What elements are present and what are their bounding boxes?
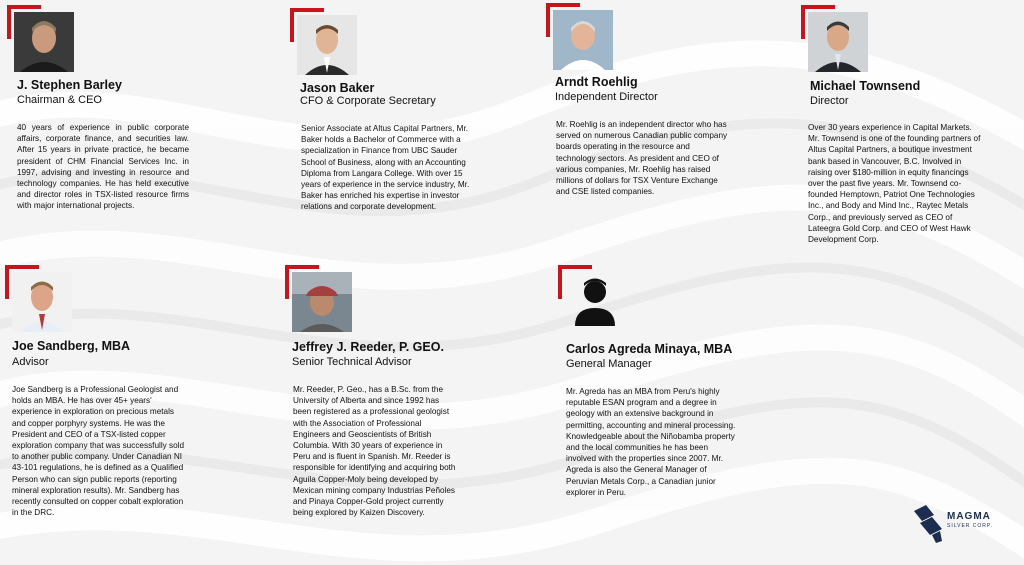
magma-logo-icon [912, 503, 944, 543]
member-bio: Over 30 years experience in Capital Markets. Mr. Townsend is one of the founding partners of Altus Capital Partners, a boutique investment bank based in Vancouver, B.C. Involved in raising over $180-million in equity financings over the past five years. Mr. Townsend co-founded Hemptown, Patriot One Technologies Inc., and Body and Mind Inc., Raytec Metals Corp., and previously served as CEO of Lateegra Gold Corp. and CEO of West Hawk Development Corp. [808, 123, 981, 245]
photo-frame [553, 10, 619, 74]
portrait-photo [292, 272, 352, 332]
member-name: Carlos Agreda Minaya, MBA [566, 342, 733, 356]
member-bio: 40 years of experience in public corporate affairs, corporate finance, and securities law. After 15 years in private practice, he became president of CHM Financial Services Inc. in 1997, advising and investing in resource and technology companies. He has held executive and director roles in TSX-listed resource firms with major international projects. [17, 123, 189, 211]
portrait-photo [553, 10, 613, 70]
photo-frame [297, 15, 363, 79]
portrait-photo [808, 12, 868, 72]
member-bio: Senior Associate at Altus Capital Partners, Mr. Baker holds a Bachelor of Commerce with a specialization in Finance from UBC Sauder School of Business, along with an Accounting Diploma from Langara College. With over 15 years of experience in the service industry, Mr. Baker has enriched his expertise in investor relations and corporate development. [301, 124, 470, 212]
member-bio: Mr. Reeder, P. Geo., has a B.Sc. from the University of Alberta and since 1992 has been registered as a professional geologist with the Association of Professional Engineers and Geoscientists of British Columbia. With 30 years of experience in Peru and is fluent in Spanish. Mr. Reeder is responsible for identifying and acquiring both Aguila Copper-Moly being developed by Mexican mining company Industrias Peñoles and Pinaya Copper-Gold project currently being explored by Kaizen Discovery. [293, 385, 456, 518]
photo-frame [14, 12, 80, 76]
logo-wordmark: MAGMA [947, 511, 991, 522]
member-role: General Manager [566, 358, 652, 370]
photo-frame [292, 272, 358, 336]
member-role: CFO & Corporate Secretary [300, 95, 436, 107]
portrait-photo [297, 15, 357, 75]
member-bio: Joe Sandberg is a Professional Geologist and holds an MBA. He has over 45+ years' experience in exploration on precious metals and copper porphyry systems. He was the President and CEO of a TSX-listed copper exploration company that was successfully sold to another public company. Under Canadian NI 43-101 regulations, he is defined as a Qualified Person who can sign public reports (reporting mineral exploration results). Mr. Sandberg has recently consulted on copper cobalt exploration in the DRC. [12, 385, 185, 518]
logo-subtitle: SILVER CORP. [947, 523, 993, 529]
member-name: Arndt Roehlig [555, 75, 638, 89]
member-role: Director [810, 95, 849, 107]
member-role: Advisor [12, 356, 49, 368]
member-role: Chairman & CEO [17, 94, 102, 106]
person-silhouette-icon [565, 272, 625, 332]
portrait-photo [14, 12, 74, 72]
photo-frame [12, 272, 78, 336]
photo-frame [565, 272, 631, 336]
member-name: Jeffrey J. Reeder, P. GEO. [292, 340, 444, 354]
magma-silver-logo [912, 503, 993, 548]
member-bio: Mr. Roehlig is an independent director who has served on numerous Canadian public company boards operating in the resource and technology sectors. As president and CEO of various companies, Mr. Roehlig has raised millions of dollars for TSX Venture Exchange and CSE listed companies. [556, 120, 728, 197]
member-name: J. Stephen Barley [17, 78, 122, 92]
member-name: Joe Sandberg, MBA [12, 339, 131, 353]
member-name: Michael Townsend [810, 79, 921, 93]
photo-frame [808, 12, 874, 76]
member-role: Senior Technical Advisor [292, 356, 412, 368]
member-bio: Mr. Agreda has an MBA from Peru's highly reputable ESAN program and a degree in geology with an extensive background in permitting, accounting and mineral processing. Knowledgeable about the Niñobamba property and the local communities he has been involved with the properties since 2007. Mr. Agreda is also the General Manager of Peruvian Metals Corp., a Canadian junior explorer in Peru. [566, 387, 736, 497]
portrait-photo [12, 272, 72, 332]
member-role: Independent Director [555, 91, 658, 103]
member-name: Jason Baker [300, 81, 375, 95]
